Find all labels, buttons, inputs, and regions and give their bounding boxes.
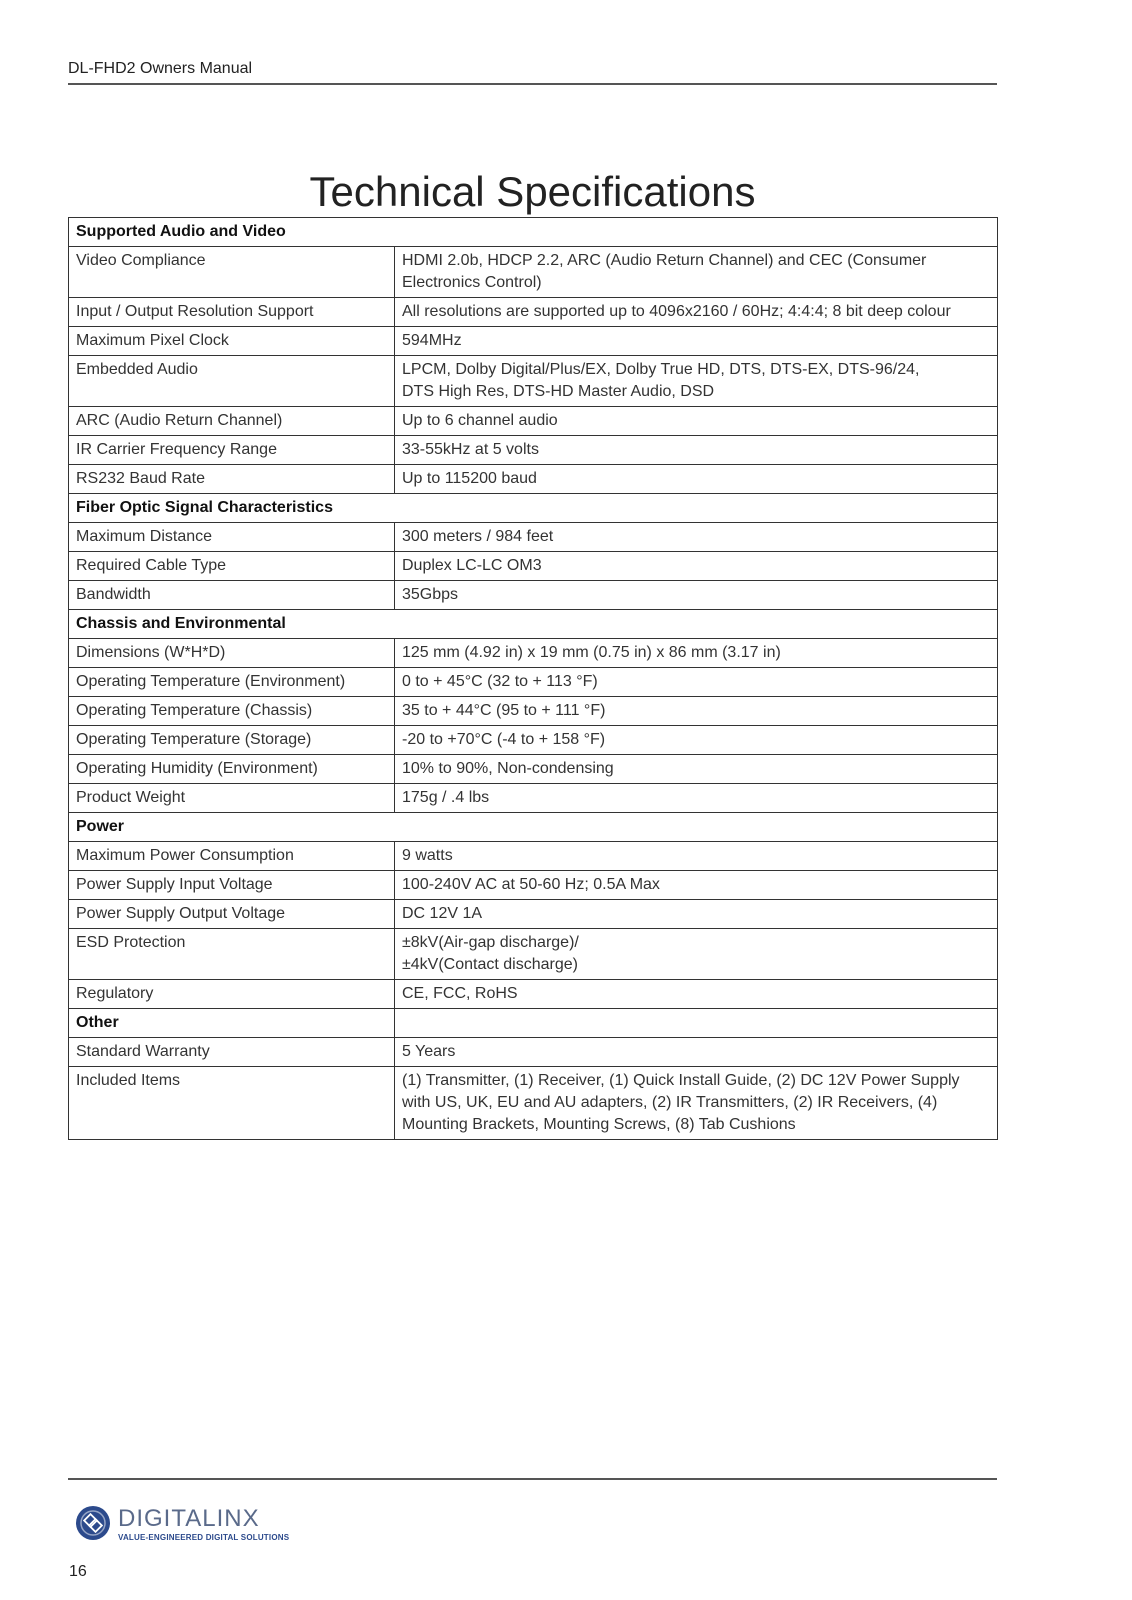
spec-value [395, 980, 998, 1009]
spec-label: ESD Protection [69, 929, 395, 980]
spec-label: Power Supply Input Voltage [69, 871, 395, 900]
table-row [69, 784, 998, 813]
spec-value [395, 755, 998, 784]
table-row [69, 1038, 998, 1067]
spec-value [395, 298, 998, 327]
table-row [69, 356, 998, 407]
section-heading: Fiber Optic Signal Characteristics [69, 494, 998, 523]
spec-value-text: 5 Years [402, 1043, 456, 1060]
table-row [69, 900, 998, 929]
spec-value-text: DC 12V 1A [402, 905, 483, 922]
table-row [69, 247, 998, 298]
spec-value [395, 247, 998, 298]
table-row [69, 726, 998, 755]
spec-label: Operating Temperature (Chassis) [69, 697, 395, 726]
section-row [69, 610, 998, 639]
spec-value [395, 929, 998, 980]
spec-value-text: 0 to + 45°C (32 to + 113 °F) [402, 673, 598, 690]
spec-value [395, 552, 998, 581]
spec-value-text-line2: ±4kV(Contact discharge) [402, 956, 578, 973]
spec-value [395, 581, 998, 610]
company-logo [75, 1505, 335, 1545]
spec-label: Operating Humidity (Environment) [69, 755, 395, 784]
header-divider [68, 83, 997, 85]
table-row [69, 1067, 998, 1140]
spec-label: Standard Warranty [69, 1038, 395, 1067]
spec-label: Input / Output Resolution Support [69, 298, 395, 327]
spec-value [395, 639, 998, 668]
table-row [69, 465, 998, 494]
spec-value-text: 33-55kHz at 5 volts [402, 441, 539, 458]
spec-value-text: Duplex LC-LC OM3 [402, 557, 542, 574]
logo-tagline: VALUE-ENGINEERED DIGITAL SOLUTIONS [118, 1533, 290, 1542]
table-row [69, 980, 998, 1009]
logo-wordmark: DIGITALINX [118, 1505, 260, 1532]
spec-value-text: 10% to 90%, Non-condensing [402, 760, 614, 777]
table-row [69, 327, 998, 356]
spec-value-text: 175g / .4 lbs [402, 789, 490, 806]
spec-label: Included Items [69, 1067, 395, 1140]
spec-label: Dimensions (W*H*D) [69, 639, 395, 668]
table-row [69, 842, 998, 871]
spec-label: Other [69, 1009, 395, 1038]
table-row [69, 523, 998, 552]
spec-value-text: CE, FCC, RoHS [402, 985, 518, 1002]
spec-label: Maximum Distance [69, 523, 395, 552]
spec-value-text: LPCM, Dolby Digital/Plus/EX, Dolby True HD, DTS, DTS-EX, DTS-96/24, [402, 361, 920, 378]
spec-value-text: 125 mm (4.92 in) x 19 mm (0.75 in) x 86 mm (3.17 in) [402, 644, 781, 661]
spec-value [395, 726, 998, 755]
spec-value-text: HDMI 2.0b, HDCP 2.2, ARC (Audio Return Channel) and CEC (Consumer Electronics Control) [402, 252, 927, 291]
section-row [69, 218, 998, 247]
section-row [69, 813, 998, 842]
spec-label: Embedded Audio [69, 356, 395, 407]
table-row [69, 407, 998, 436]
table-row [69, 552, 998, 581]
spec-value [395, 407, 998, 436]
spec-label: IR Carrier Frequency Range [69, 436, 395, 465]
page-number: 16 [69, 1563, 87, 1580]
spec-value [395, 784, 998, 813]
spec-value-text: 35 to + 44°C (95 to + 111 °F) [402, 702, 606, 719]
spec-label: Video Compliance [69, 247, 395, 298]
spec-value-text: Up to 115200 baud [402, 470, 537, 487]
spec-value-text: 100-240V AC at 50-60 Hz; 0.5A Max [402, 876, 660, 893]
spec-value-text: -20 to +70°C (-4 to + 158 °F) [402, 731, 606, 748]
spec-label: Required Cable Type [69, 552, 395, 581]
spec-value [395, 697, 998, 726]
spec-label: ARC (Audio Return Channel) [69, 407, 395, 436]
spec-label: Operating Temperature (Environment) [69, 668, 395, 697]
spec-value [395, 436, 998, 465]
table-row [69, 639, 998, 668]
spec-value [395, 668, 998, 697]
table-row [69, 929, 998, 980]
spec-label: Power Supply Output Voltage [69, 900, 395, 929]
spec-value [395, 327, 998, 356]
table-row [69, 581, 998, 610]
table-row [69, 1009, 998, 1038]
spec-label: Product Weight [69, 784, 395, 813]
spec-value-text: 300 meters / 984 feet [402, 528, 554, 545]
spec-value [395, 356, 998, 407]
spec-value-text: 35Gbps [402, 586, 459, 603]
spec-value [395, 900, 998, 929]
spec-label: Maximum Pixel Clock [69, 327, 395, 356]
spec-label: Regulatory [69, 980, 395, 1009]
spec-value [395, 1009, 998, 1038]
section-row [69, 494, 998, 523]
spec-value [395, 842, 998, 871]
spec-table [68, 217, 998, 1140]
spec-value-text: ±8kV(Air-gap discharge)/ [402, 934, 579, 951]
page-title: Technical Specifications [309, 168, 756, 216]
spec-label: RS232 Baud Rate [69, 465, 395, 494]
spec-value-text: 9 watts [402, 847, 453, 864]
spec-table-body [69, 218, 998, 1140]
footer-divider [68, 1478, 997, 1480]
spec-value-text: (1) Transmitter, (1) Receiver, (1) Quick Install Guide, (2) DC 12V Power Supply with US, UK, EU and AU adapters, (2) IR Transmitters, (2) IR Receivers, (4) Mounting Brackets, Mounting Screws, (8) Tab Cushions [402, 1072, 960, 1133]
table-row [69, 871, 998, 900]
spec-value-text-line2: DTS High Res, DTS-HD Master Audio, DSD [402, 383, 715, 400]
spec-value [395, 1038, 998, 1067]
section-heading: Chassis and Environmental [69, 610, 998, 639]
spec-value [395, 465, 998, 494]
digitalinx-logo-icon [75, 1505, 111, 1541]
table-row [69, 436, 998, 465]
spec-value [395, 1067, 998, 1140]
table-row [69, 697, 998, 726]
spec-label: Bandwidth [69, 581, 395, 610]
spec-value [395, 871, 998, 900]
spec-value [395, 523, 998, 552]
running-header: DL-FHD2 Owners Manual [68, 60, 253, 77]
table-row [69, 755, 998, 784]
table-row [69, 298, 998, 327]
spec-value-text: Up to 6 channel audio [402, 412, 558, 429]
spec-value-text: 594MHz [402, 332, 462, 349]
section-heading: Power [69, 813, 998, 842]
spec-value-text: All resolutions are supported up to 4096x2160 / 60Hz; 4:4:4; 8 bit deep colour [402, 303, 951, 320]
table-row [69, 668, 998, 697]
section-heading: Supported Audio and Video [69, 218, 998, 247]
spec-label: Operating Temperature (Storage) [69, 726, 395, 755]
spec-label: Maximum Power Consumption [69, 842, 395, 871]
